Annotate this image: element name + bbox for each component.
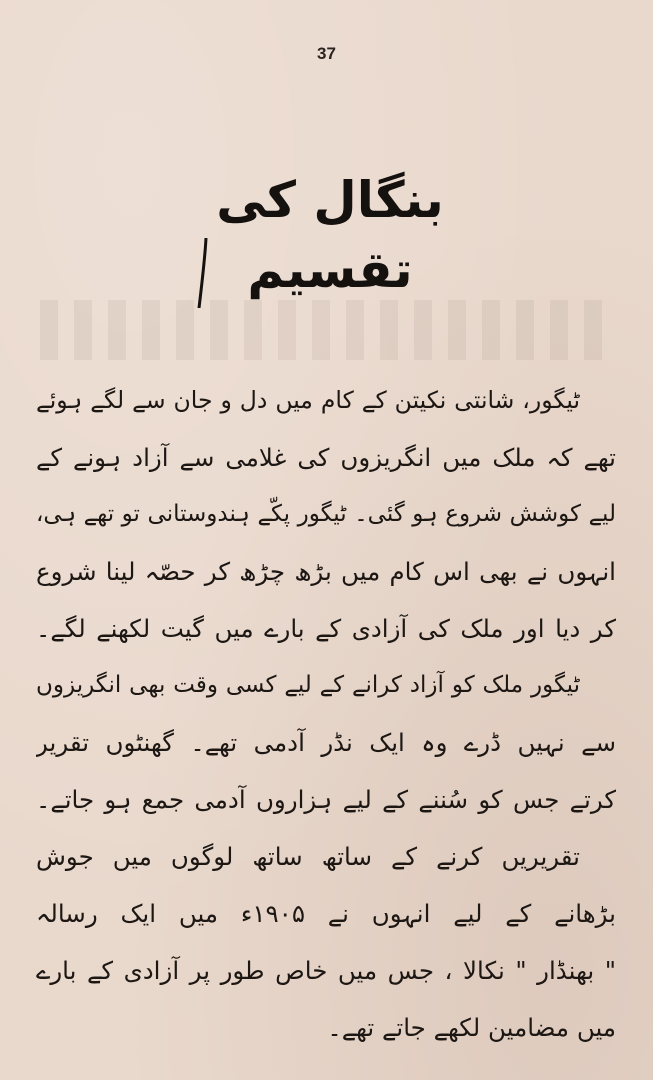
- text-line: کر دیا اور ملک کی آزادی کے بارے میں گیت لکھنے لگے۔: [36, 614, 616, 643]
- text-line: تقریریں کرنے کے ساتھ ساتھ لوگوں میں جوش: [36, 842, 580, 871]
- chapter-title: بنگال کی تقسیم: [216, 171, 444, 299]
- page-number: 37: [317, 44, 336, 63]
- text-line: کرتے جس کو سُننے کے لیے ہزاروں آدمی جمع ہو جاتے۔: [36, 785, 616, 814]
- text-line: انہوں نے بھی اس کام میں بڑھ چڑھ کر حصّہ لینا شروع: [36, 557, 616, 586]
- body-text: [36, 372, 616, 1056]
- title-flourish: [196, 238, 210, 308]
- show-through-text: [40, 300, 610, 360]
- text-line: ٹیگور، شانتی نکیتن کے کام میں دل و جان سے لگے ہوئے: [36, 386, 580, 414]
- text-line: تھے کہ ملک میں انگریزوں کی غلامی سے آزاد ہونے کے: [36, 443, 616, 472]
- text-line: " بھنڈار " نکالا ، جس میں خاص طور پر آزادی کے بارے: [36, 956, 616, 985]
- text-line: میں مضامین لکھے جاتے تھے۔: [327, 1013, 616, 1042]
- text-line: سے نہیں ڈرے وہ ایک نڈر آدمی تھے۔ گھنٹوں تقریر: [36, 728, 616, 757]
- text-line: بڑھانے کے لیے انہوں نے ۱۹۰۵ء میں ایک رسالہ: [36, 899, 616, 928]
- text-line: ٹیگور ملک کو آزاد کرانے کے لیے کسی وقت بھی انگریزوں: [36, 672, 580, 698]
- text-line: لیے کوشش شروع ہو گئی۔ ٹیگور پکّے ہندوستانی تو تھے ہی،: [36, 501, 616, 527]
